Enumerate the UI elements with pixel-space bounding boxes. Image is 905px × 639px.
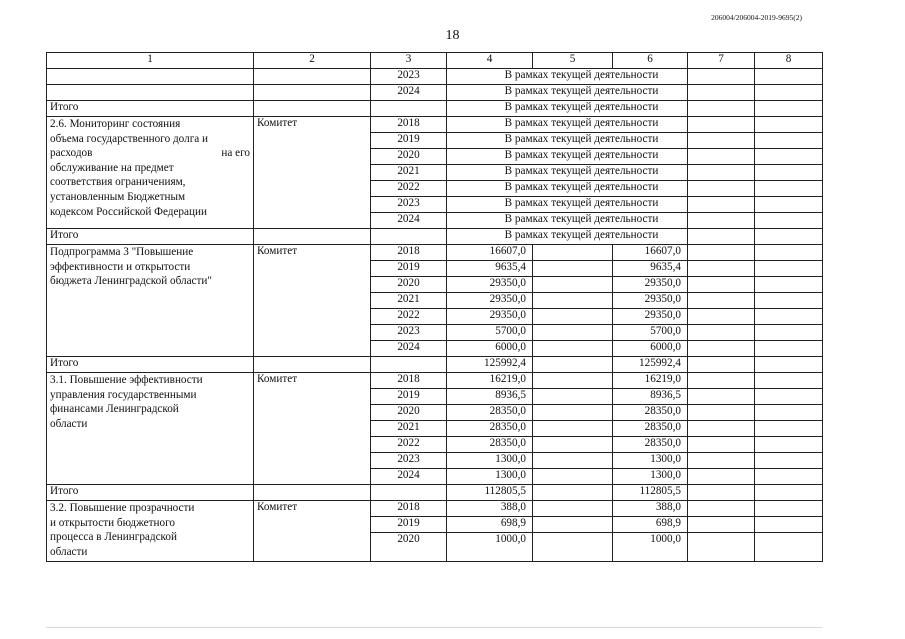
amount-col6: 5700,0 — [613, 325, 688, 341]
year-cell: 2018 — [371, 245, 447, 261]
amount-col6: 28350,0 — [613, 421, 688, 437]
measure-name-line: управления государственными — [50, 388, 197, 401]
year-cell: 2024 — [371, 341, 447, 357]
year-cell: 2019 — [371, 517, 447, 533]
amount-col6: 388,0 — [613, 501, 688, 517]
amount-col6: 16607,0 — [613, 245, 688, 261]
year-cell: 2020 — [371, 277, 447, 293]
column-number: 4 — [447, 53, 533, 69]
amount-col6: 1000,0 — [613, 533, 688, 562]
status-text: В рамках текущей деятельности — [447, 101, 688, 117]
measure-name-line: объема государственного долга и — [50, 132, 209, 145]
year-cell: 2020 — [371, 533, 447, 562]
status-text: В рамках текущей деятельности — [447, 197, 688, 213]
subprogram-3-name — [47, 245, 254, 357]
amount-col4: 9635,4 — [447, 261, 533, 277]
amount-col4: 29350,0 — [447, 293, 533, 309]
year-cell: 2021 — [371, 421, 447, 437]
executor-cell: Комитет — [254, 373, 371, 485]
amount-col4: 388,0 — [447, 501, 533, 517]
year-cell: 2019 — [371, 389, 447, 405]
budget-table — [46, 52, 823, 562]
total-row — [47, 485, 823, 501]
amount-col6: 16219,0 — [613, 373, 688, 389]
measure-name-line: установленным Бюджетным — [50, 190, 186, 203]
table-row — [47, 501, 823, 517]
year-cell: 2020 — [371, 405, 447, 421]
total-col4: 112805,5 — [447, 485, 533, 501]
status-text: В рамках текущей деятельности — [447, 117, 688, 133]
measure-name-2-6 — [47, 117, 254, 229]
table-row — [47, 245, 823, 261]
status-text: В рамках текущей деятельности — [447, 149, 688, 165]
amount-col4: 16607,0 — [447, 245, 533, 261]
total-label: Итого — [47, 101, 254, 117]
measure-name-3-2 — [47, 501, 254, 562]
year-cell: 2021 — [371, 165, 447, 181]
amount-col4: 28350,0 — [447, 421, 533, 437]
executor-cell: Комитет — [254, 117, 371, 229]
measure-name-line: и открытости бюджетного — [50, 516, 176, 529]
amount-col6: 8936,5 — [613, 389, 688, 405]
year-cell: 2023 — [371, 325, 447, 341]
year-cell: 2018 — [371, 501, 447, 517]
year-cell: 2023 — [371, 197, 447, 213]
year-cell: 2024 — [371, 469, 447, 485]
column-number: 3 — [371, 53, 447, 69]
measure-name-line: обслуживание на предмет — [50, 161, 174, 174]
measure-name-line: Подпрограмма 3 "Повышение — [50, 246, 194, 258]
column-number: 2 — [254, 53, 371, 69]
measure-name-line: расходов на его — [50, 147, 250, 160]
scan-edge-line — [46, 627, 822, 628]
measure-name-line: 2.6. Мониторинг состояния — [50, 118, 181, 130]
status-text: В рамках текущей деятельности — [447, 133, 688, 149]
measure-name-line: бюджета Ленинградской области" — [50, 275, 212, 288]
amount-col4: 29350,0 — [447, 277, 533, 293]
amount-col4: 8936,5 — [447, 389, 533, 405]
amount-col4: 29350,0 — [447, 309, 533, 325]
column-number: 7 — [688, 53, 755, 69]
amount-col6: 1300,0 — [613, 453, 688, 469]
amount-col6: 6000,0 — [613, 341, 688, 357]
status-text: В рамках текущей деятельности — [447, 213, 688, 229]
status-text: В рамках текущей деятельности — [447, 229, 688, 245]
amount-col4: 1300,0 — [447, 453, 533, 469]
column-number: 8 — [755, 53, 823, 69]
executor-cell: Комитет — [254, 245, 371, 357]
page-number: 18 — [445, 28, 460, 43]
amount-col6: 29350,0 — [613, 277, 688, 293]
measure-name-3-1 — [47, 373, 254, 485]
total-label: Итого — [47, 485, 254, 501]
amount-col4: 1300,0 — [447, 469, 533, 485]
amount-col6: 28350,0 — [613, 437, 688, 453]
measure-name-line: кодексом Российской Федерации — [50, 205, 207, 218]
amount-col6: 1300,0 — [613, 469, 688, 485]
total-row — [47, 101, 823, 117]
measure-name-line: области — [50, 545, 88, 558]
total-col6: 112805,5 — [613, 485, 688, 501]
year-cell: 2018 — [371, 117, 447, 133]
amount-col4: 28350,0 — [447, 437, 533, 453]
year-cell: 2022 — [371, 437, 447, 453]
column-number: 5 — [533, 53, 613, 69]
year-cell: 2022 — [371, 309, 447, 325]
table-row — [47, 85, 823, 101]
table-row — [47, 373, 823, 389]
amount-col6: 29350,0 — [613, 293, 688, 309]
measure-name-line: финансами Ленинградской — [50, 403, 179, 416]
total-row — [47, 357, 823, 373]
year-cell: 2020 — [371, 149, 447, 165]
status-text: В рамках текущей деятельности — [447, 181, 688, 197]
measure-name-line: области — [50, 417, 88, 430]
year-cell: 2019 — [371, 261, 447, 277]
year-cell: 2023 — [371, 453, 447, 469]
measure-name-line: процесса в Ленинградской — [50, 531, 178, 544]
column-number-row — [47, 53, 823, 69]
table-row — [47, 117, 823, 133]
amount-col4: 6000,0 — [447, 341, 533, 357]
total-col6: 125992,4 — [613, 357, 688, 373]
measure-name-line: соответствия ограничениям, — [50, 176, 186, 189]
table-row — [47, 69, 823, 85]
year-cell: 2021 — [371, 293, 447, 309]
measure-name-line: эффективности и открытости — [50, 260, 191, 273]
total-row — [47, 229, 823, 245]
amount-col6: 28350,0 — [613, 405, 688, 421]
year-cell: 2018 — [371, 373, 447, 389]
amount-col4: 698,9 — [447, 517, 533, 533]
total-label: Итого — [47, 357, 254, 373]
status-text: В рамках текущей деятельности — [447, 165, 688, 181]
column-number: 1 — [47, 53, 254, 69]
document-id: 206004/206004-2019-9695(2) — [711, 13, 802, 22]
year-cell: 2022 — [371, 181, 447, 197]
year-cell: 2024 — [371, 85, 447, 101]
amount-col6: 29350,0 — [613, 309, 688, 325]
column-number: 6 — [613, 53, 688, 69]
amount-col4: 16219,0 — [447, 373, 533, 389]
total-label: Итого — [47, 229, 254, 245]
amount-col4: 5700,0 — [447, 325, 533, 341]
status-text: В рамках текущей деятельности — [447, 69, 688, 85]
year-cell: 2024 — [371, 213, 447, 229]
total-col4: 125992,4 — [447, 357, 533, 373]
executor-cell: Комитет — [254, 501, 371, 562]
amount-col4: 28350,0 — [447, 405, 533, 421]
status-text: В рамках текущей деятельности — [447, 85, 688, 101]
year-cell: 2019 — [371, 133, 447, 149]
amount-col6: 9635,4 — [613, 261, 688, 277]
measure-name-line: 3.1. Повышение эффективности — [50, 374, 203, 386]
amount-col4: 1000,0 — [447, 533, 533, 562]
year-cell: 2023 — [371, 69, 447, 85]
measure-name-line: 3.2. Повышение прозрачности — [50, 502, 195, 514]
amount-col6: 698,9 — [613, 517, 688, 533]
